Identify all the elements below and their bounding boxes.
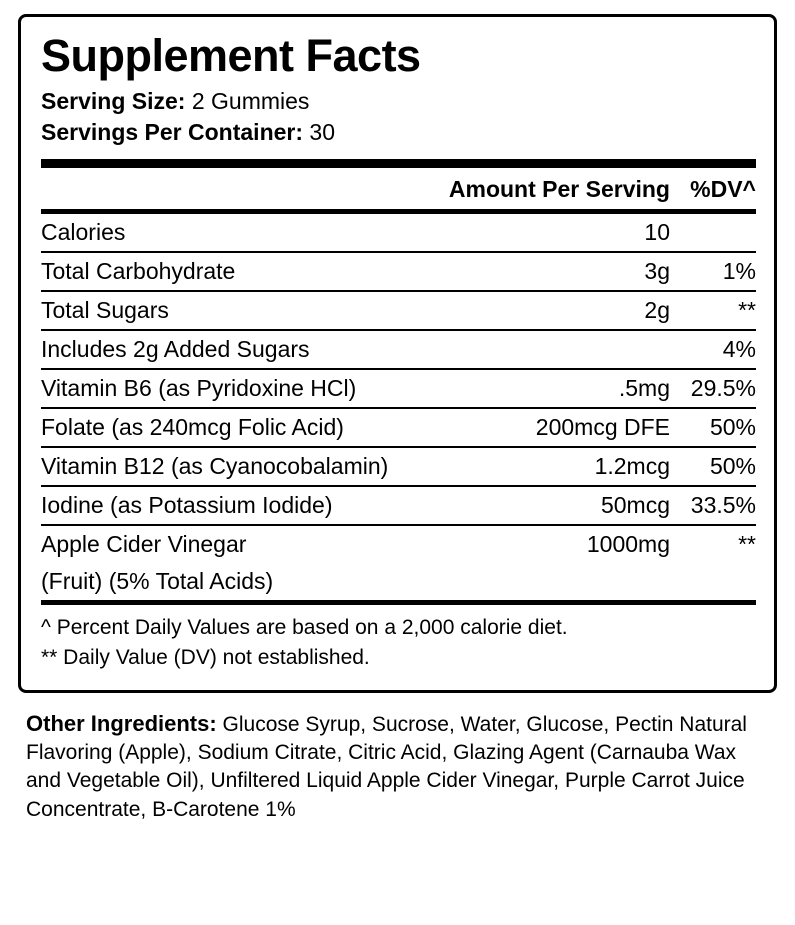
other-ingredients-label: Other Ingredients: [26,710,217,736]
page-title: Supplement Facts [41,30,421,81]
table-row [41,447,756,486]
amount-per-serving-header: Amount Per Serving [448,175,670,202]
row-amount [425,563,670,600]
table-row-continuation [41,563,756,600]
footnotes [41,605,756,674]
row-dv: 4% [670,330,756,369]
servings-per-container-label: Servings Per Container: [41,118,304,145]
row-name: Vitamin B6 (as Pyridoxine HCl) [41,369,425,408]
header-spacer [41,168,425,212]
row-name: Total Carbohydrate [41,252,425,291]
dv-header: %DV^ [690,175,756,202]
table-row [41,291,756,330]
row-dv: 50% [670,447,756,486]
row-amount: 1000mg [425,525,670,563]
table-header-row [41,168,756,212]
footnote-percent-dv: ^ Percent Daily Values are based on a 2,000 calorie diet. [41,615,568,639]
serving-size-value: 2 Gummies [191,87,310,114]
footnote-dv-not-established: ** Daily Value (DV) not established. [41,646,370,670]
row-amount: 10 [425,211,670,252]
row-dv [670,211,756,252]
row-dv: 29.5% [670,369,756,408]
divider-thick [41,159,756,168]
table-row [41,369,756,408]
serving-size-label: Serving Size: [41,87,186,114]
row-amount: .5mg [425,369,670,408]
row-amount: 1.2mcg [425,447,670,486]
row-dv: 33.5% [670,486,756,525]
row-dv: ** [670,291,756,330]
servings-per-container-value: 30 [309,118,336,145]
serving-size-line [41,86,756,117]
nutrition-table [41,168,756,600]
row-name: Apple Cider Vinegar [41,525,425,563]
table-row [41,211,756,252]
other-ingredients-text: Glucose Syrup, Sucrose, Water, Glucose, Pectin Natural Flavoring (Apple), Sodium Citrate, Citric Acid, Glazing Agent (Carnauba Wax and Vegetable Oil), Unfiltered Liquid Apple Cider Vinegar, Purple Carrot Juice Concentrate, B-Carotene 1% [26,712,747,821]
row-dv: 1% [670,252,756,291]
row-dv: ** [670,525,756,563]
row-name: Vitamin B12 (as Cyanocobalamin) [41,447,425,486]
row-name: Folate (as 240mcg Folic Acid) [41,408,425,447]
row-dv [670,563,756,600]
supplement-facts-panel [18,14,777,693]
table-row [41,408,756,447]
row-name-continuation: (Fruit) (5% Total Acids) [41,567,274,594]
row-name: Iodine (as Potassium Iodide) [41,486,425,525]
servings-per-container-line [41,117,756,148]
table-row [41,486,756,525]
other-ingredients [18,693,777,824]
row-amount: 3g [425,252,670,291]
row-amount: 2g [425,291,670,330]
table-row [41,525,756,563]
row-amount: 50mcg [425,486,670,525]
row-name: Calories [41,211,425,252]
row-amount [425,330,670,369]
row-name: Includes 2g Added Sugars [41,330,425,369]
row-dv: 50% [670,408,756,447]
table-row [41,252,756,291]
row-name: Total Sugars [41,291,425,330]
row-amount: 200mcg DFE [425,408,670,447]
table-row [41,330,756,369]
